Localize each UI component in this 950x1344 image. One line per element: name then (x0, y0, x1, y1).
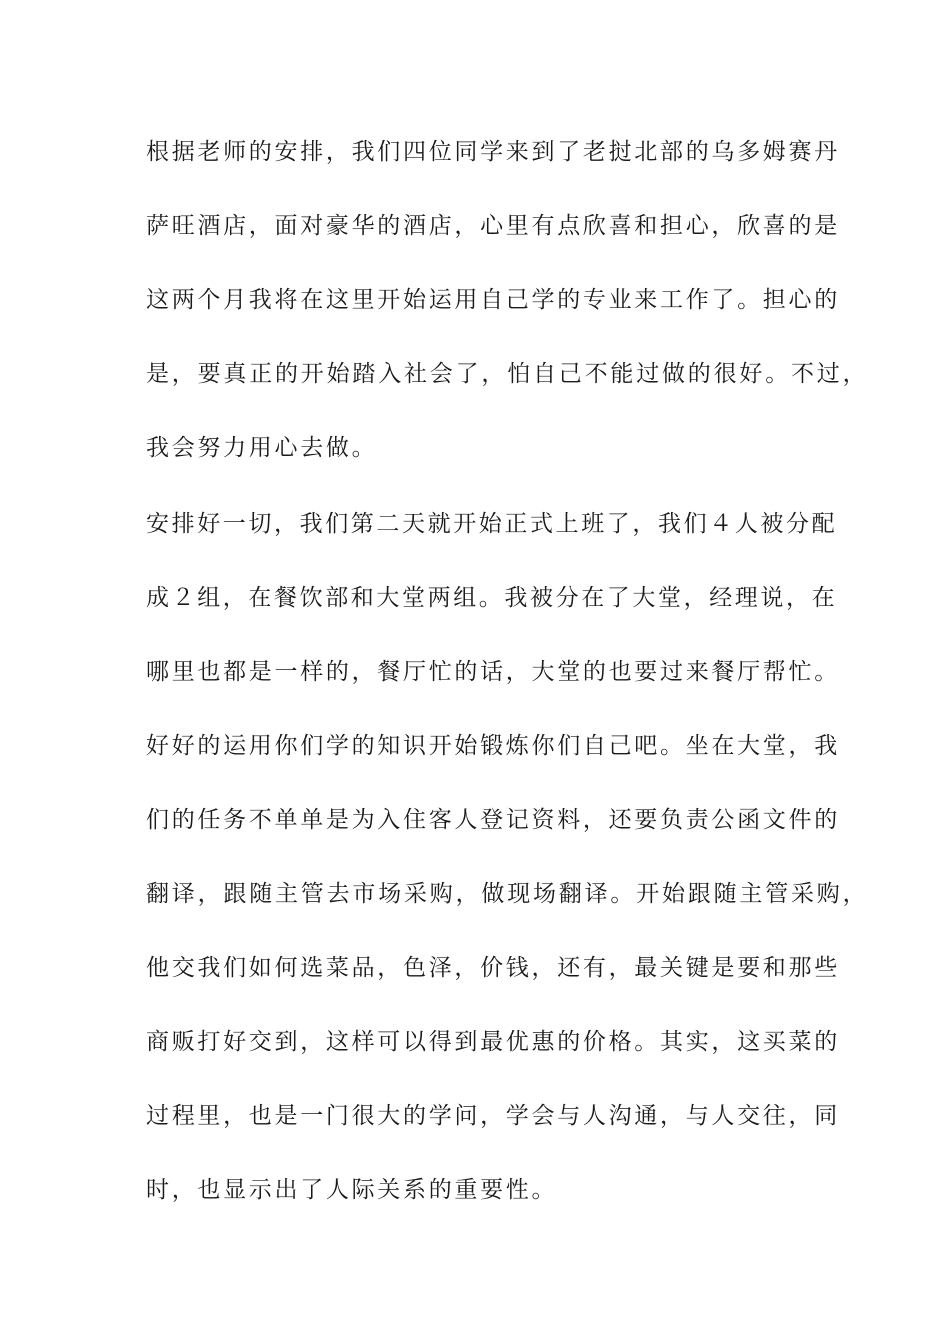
paragraph-2-line-3: 哪里也都是一样的，餐厅忙的话，大堂的也要过来餐厅帮忙。 (146, 659, 840, 685)
paragraph-2-line-4: 好好的运用你们学的知识开始锻炼你们自己吧。坐在大堂，我 (146, 733, 840, 759)
paragraph-2-line-9: 过程里，也是一门很大的学问，学会与人沟通，与人交往，同 (146, 1103, 840, 1129)
paragraph-1-line-3: 这两个月我将在这里开始运用自己学的专业来工作了。担心的 (146, 287, 840, 313)
paragraph-1-line-1: 根据老师的安排，我们四位同学来到了老挝北部的乌多姆赛丹 (146, 139, 840, 165)
paragraph-2-line-6: 翻译，跟随主管去市场采购，做现场翻译。开始跟随主管采购， (146, 881, 869, 907)
paragraph-2-line-1: 安排好一切，我们第二天就开始正式上班了，我们４人被分配 (146, 511, 838, 537)
paragraph-2-line-10: 时，也显示出了人际关系的重要性。 (146, 1177, 558, 1203)
paragraph-1-line-4: 是，要真正的开始踏入社会了，怕自己不能过做的很好。不过， (146, 361, 869, 387)
paragraph-2-line-8: 商贩打好交到，这样可以得到最优惠的价格。其实，这买菜的 (146, 1029, 840, 1055)
paragraph-2-line-5: 们的任务不单单是为入住客人登记资料，还要负责公函文件的 (146, 807, 840, 833)
paragraph-1-line-5: 我会努力用心去做。 (146, 435, 378, 461)
paragraph-2-line-7: 他交我们如何选菜品，色泽，价钱，还有，最关键是要和那些 (146, 955, 840, 981)
paragraph-2-line-2: 成２组，在餐饮部和大堂两组。我被分在了大堂，经理说，在 (146, 585, 838, 611)
paragraph-1-line-2: 萨旺酒店，面对豪华的酒店，心里有点欣喜和担心，欣喜的是 (146, 213, 840, 239)
